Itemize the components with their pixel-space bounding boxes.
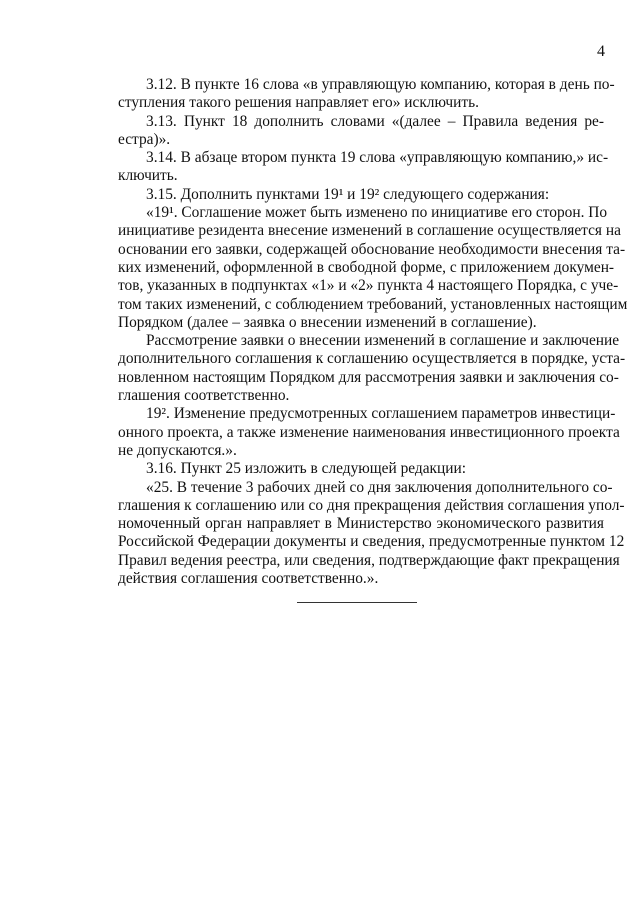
- page-number: 4: [597, 43, 605, 60]
- text-line: 19². Изменение предусмотренных соглашением параметров инвестици-: [146, 405, 616, 423]
- text-line: Правил ведения реестра, или сведения, подтверждающие факт прекращения: [118, 551, 620, 569]
- text-line: тов, указанных в подпунктах «1» и «2» пункта 4 настоящего Порядка, с уче-: [118, 277, 619, 295]
- text-line: 3.12. В пункте 16 слова «в управляющую компанию, которая в день по-: [146, 76, 615, 93]
- paragraph-3-15: [118, 186, 604, 204]
- text-line: глашения соответственно.: [118, 387, 290, 405]
- text-line: «25. В течение 3 рабочих дней со дня заключения дополнительного со-: [146, 478, 613, 496]
- text-line: 3.15. Дополнить пунктами 19¹ и 19² следующего содержания:: [146, 185, 550, 203]
- text-line: 3.13. Пункт 18 дополнить словами «(далее – Правила ведения ре-: [146, 112, 604, 130]
- text-line: глашения к соглашению или со дня прекращения действия соглашения упол-: [118, 496, 625, 514]
- text-line: номоченный орган направляет в Министерство экономического развития: [118, 515, 604, 533]
- text-line: 3.16. Пункт 25 изложить в следующей редакции:: [146, 460, 467, 478]
- text-line: Порядком (далее – заявка о внесении изменений в соглашение).: [118, 313, 537, 331]
- paragraph-3-12: [118, 76, 615, 113]
- text-line: инициативе резидента внесение изменений в соглашение осуществляется на: [118, 222, 621, 240]
- paragraph-19-2: [118, 405, 620, 460]
- text-line: дополнительного соглашения к соглашению осуществляется в порядке, уста-: [118, 350, 626, 368]
- text-line: онного проекта, а также изменение наименования инвестиционного проекта: [118, 423, 620, 441]
- text-line: ких изменений, оформленной в свободной форме, с приложением докумен-: [118, 258, 615, 276]
- text-line: естра)».: [118, 130, 171, 148]
- text-line: «19¹. Соглашение может быть изменено по инициативе его сторон. По: [146, 204, 608, 222]
- document-body: [118, 76, 628, 588]
- text-line: основании его заявки, содержащей обоснование необходимости внесения та-: [118, 240, 626, 258]
- text-line: 3.14. В абзаце втором пункта 19 слова «управляющую компанию,» ис-: [146, 149, 609, 167]
- paragraph-25: [118, 478, 625, 589]
- paragraph-3-16: [118, 460, 604, 478]
- end-separator-line: [297, 602, 417, 603]
- text-line: ключить.: [118, 167, 178, 185]
- paragraph-review: [118, 332, 626, 405]
- text-line: ступления такого решения направляет его» исключить.: [118, 94, 479, 112]
- text-line: Рассмотрение заявки о внесении изменений в соглашение и заключение: [146, 332, 620, 350]
- text-line: Российской Федерации документы и сведения, предусмотренные пунктом 12: [118, 533, 625, 551]
- text-line: том таких изменений, с соблюдением требований, установленных настоящим: [118, 295, 628, 313]
- text-line: действия соглашения соответственно.».: [118, 570, 379, 588]
- paragraph-3-14: [118, 149, 609, 186]
- paragraph-19-1: [118, 204, 628, 332]
- text-line: не допускаются.».: [118, 441, 237, 459]
- paragraph-3-13: [118, 113, 604, 150]
- text-line: новленном настоящим Порядком для рассмотрения заявки и заключения со-: [118, 368, 619, 386]
